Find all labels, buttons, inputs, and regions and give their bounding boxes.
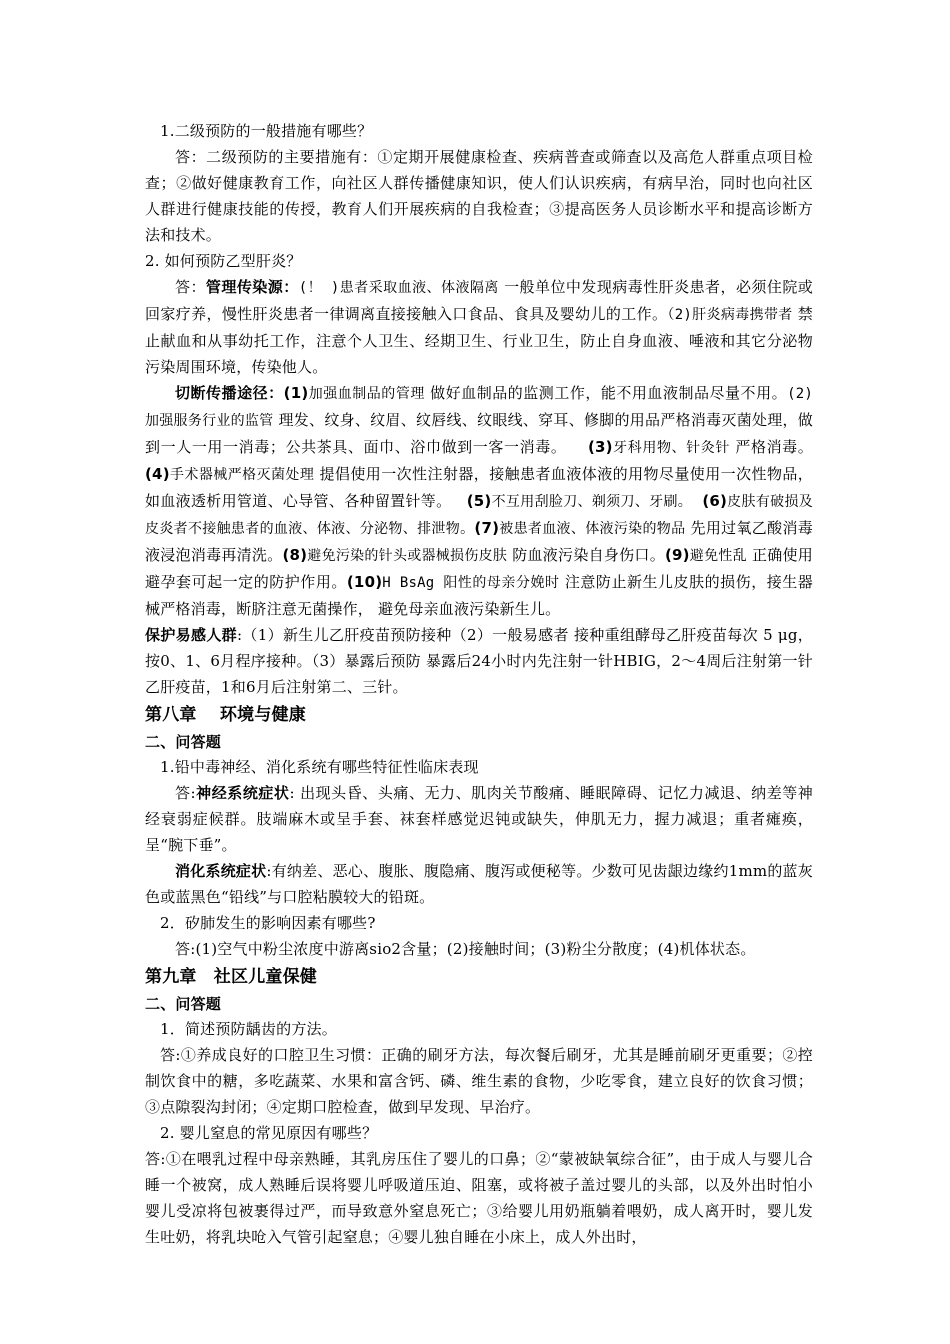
ch9-question-1-answer: 答:①养成良好的口腔卫生习惯：正确的刷牙方法，每次餐后刷牙，尤其是睡前刷牙更重要；②控制饮食中的糖，多吃蔬菜、水果和富含钙、磷、维生素的食物，少吃零食，建立良好的饮食习惯；③点隙裂沟封闭；④定期口腔检查，做到早发现、早治疗。 xyxy=(145,1046,813,1116)
cut-1-number: (1) xyxy=(283,384,309,402)
question-1-title: 1.二级预防的一般措施有哪些？ xyxy=(160,122,373,140)
chapter-9-subheading: 二、问答题 xyxy=(145,995,222,1013)
answer-prefix: 答： xyxy=(175,278,206,296)
cut-7-number: (7) xyxy=(474,519,500,537)
cut-10-number: (10) xyxy=(346,573,383,591)
mgmt-2-text: 禁止献血和从事幼托工作，注意个人卫生、经期卫生、行业卫生，防止自身血液、唾液和其它分泌物污染周围环境，传染他人。 xyxy=(145,305,814,376)
cut-8-number: (8) xyxy=(282,546,308,564)
ch8-question-2-title: 2．矽肺发生的影响因素有哪些? xyxy=(160,914,376,932)
cut-5-number: (5) xyxy=(466,492,492,510)
cut-3-number: (3) xyxy=(587,438,613,456)
cut-6-heading: 皮肤有破损及皮炎者不接触患者的血液、体液、分泌物、排泄物。 xyxy=(145,494,813,537)
cut-9-text: 正确使用避孕套可起一定的防护作用。 xyxy=(145,546,813,591)
mgmt-2-heading: （2)肝炎病毒携带者 xyxy=(667,307,793,323)
neuro-text: : 出现头昏、头痛、无力、肌肉关节酸痛、睡眠障碍、记忆力减退、纳差等神经衰弱症候群。肢端麻木或呈手套、袜套样感觉迟钝或缺失，伸肌无力，握力减退；重者瘫痪，呈“腕下垂”。 xyxy=(145,784,813,854)
cut-6-number: (6) xyxy=(702,492,728,510)
cut-1-text: 做好血制品的监测工作，能不用血液制品尽量不用。 xyxy=(424,384,788,402)
cut-9-number: (9) xyxy=(664,546,690,564)
answer-prefix: 答: xyxy=(175,784,196,802)
cut-route-label: 切断传播途径： xyxy=(175,384,284,402)
ch9-question-2-answer: 答:①在喂乳过程中母亲熟睡，其乳房压住了婴儿的口鼻；②“蒙被缺氧综合征”，由于成人与婴儿合睡一个被窝，成人熟睡后误将婴儿呼吸道压迫、阻塞，或将被子盖过婴儿的头部，以及外出时怕小婴儿受凉将包被裹得过严，而导致意外窒息死亡；③给婴儿用奶瓶躺着喂奶，成人离开时，婴儿发生吐奶，将乳块呛入气管引起窒息；④婴儿独自睡在小床上，成人外出时， xyxy=(145,1150,813,1246)
digest-label: 消化系统症状 xyxy=(175,862,267,880)
question-2-title: 2. 如何预防乙型肝炎？ xyxy=(145,252,302,270)
cut-10-heading: H BsAg 阳性的母亲分娩时 xyxy=(382,575,560,591)
q2-cut-route-paragraph xyxy=(145,380,813,622)
ch8-question-1-digest xyxy=(145,858,813,910)
cut-3-heading: 牙科用物、针灸针 xyxy=(612,440,730,456)
mgmt-1-text: 一般单位中发现病毒性肝炎患者，必须住院或回家疗养，慢性肝炎患者一律调离直接接触入口食品、食具及婴幼儿的工作。 xyxy=(145,278,813,323)
ch8-question-2-answer: 答:(1)空气中粉尘浓度中游离sio2含量；(2)接触时间；(3)粉尘分散度；(4)机体状态。 xyxy=(175,940,756,958)
ch8-question-1-neuro xyxy=(145,780,813,858)
q2-management-paragraph xyxy=(145,274,813,380)
neuro-label: 神经系统症状 xyxy=(195,784,290,802)
protect-label: 保护易感人群 xyxy=(145,626,238,644)
cut-4-heading: 手术器械严格灭菌处理 xyxy=(169,467,315,483)
chapter-8-subheading: 二、问答题 xyxy=(145,733,222,751)
ch9-question-2-title: 2. 婴儿窒息的常见原因有哪些？ xyxy=(160,1124,378,1142)
document-page xyxy=(145,118,813,1250)
cut-2-text: 理发、纹身、纹眉、纹唇线、纹眼线、穿耳、修脚的用品严格消毒灭菌处理，做到一人一用一消毒；公共茶具、面巾、浴巾做到一客一消毒。 xyxy=(145,411,813,456)
chapter-9-title: 第九章 社区儿童保健 xyxy=(145,967,317,987)
ch9-question-1-title: 1．简述预防龋齿的方法。 xyxy=(160,1020,337,1038)
digest-text: :有纳差、恶心、腹胀、腹隐痛、腹泻或便秘等。少数可见齿龈边缘约1mm的蓝灰色或蓝黑色“铅线”与口腔粘膜较大的铅斑。 xyxy=(145,862,813,906)
management-label: 管理传染源： xyxy=(205,278,299,296)
cut-3-text: 严格消毒。 xyxy=(729,438,813,456)
cut-8-text: 防血液污染自身伤口。 xyxy=(507,546,665,564)
cut-5-heading: 不互用刮脸刀、剃须刀、牙刷。 xyxy=(491,494,693,510)
ch8-question-1-title: 1.铅中毒神经、消化系统有哪些特征性临床表现 xyxy=(160,758,479,776)
cut-10-text: 注意防止新生儿皮肤的损伤，接生器械严格消毒，断脐注意无菌操作， 避免母亲血液污染新生儿。 xyxy=(145,573,813,618)
cut-9-heading: 避免性乱 xyxy=(689,548,747,564)
cut-1-heading: 加强血制品的管理 xyxy=(308,386,425,402)
q2-protect-paragraph xyxy=(145,622,813,700)
mgmt-1-heading: (！ )患者采取血液、体液隔离 xyxy=(298,280,499,296)
question-1-answer: 答：二级预防的主要措施有：①定期开展健康检查、疾病普查或筛查以及高危人群重点项目检查；②做好健康教育工作，向社区人群传播健康知识，使人们认识疾病，有病早治，同时也向社区人群进行健康技能的传授，教育人们开展疾病的自我检查；③提高医务人员诊断水平和提高诊断方法和技术。 xyxy=(145,148,813,244)
cut-4-number: (4) xyxy=(145,465,170,483)
cut-7-text: 先用过氧乙酸消毒液浸泡消毒再清洗。 xyxy=(145,519,813,564)
cut-7-heading: 被患者血液、体液污染的物品 xyxy=(499,521,686,537)
cut-2-heading: (2)加强服务行业的监管 xyxy=(145,386,813,429)
protect-text: :（1）新生儿乙肝疫苗预防接种（2）一般易感者 接种重组酵母乙肝疫苗每次 5 μg，按0、1、6月程序接种。（3）暴露后预防 暴露后24小时内先注射一针HBIG，2～4周后注射第一针乙肝疫苗，1和6月后注射第二、三针。 xyxy=(145,626,813,696)
cut-4-text: 提倡使用一次性注射器，接触患者血液体液的用物尽量使用一次性物品，如血液透析用管道、心导管、各种留置针等。 xyxy=(145,465,814,510)
cut-8-heading: 避免污染的针头或器械损伤皮肤 xyxy=(307,548,508,564)
chapter-8-title: 第八章 环境与健康 xyxy=(145,705,306,725)
